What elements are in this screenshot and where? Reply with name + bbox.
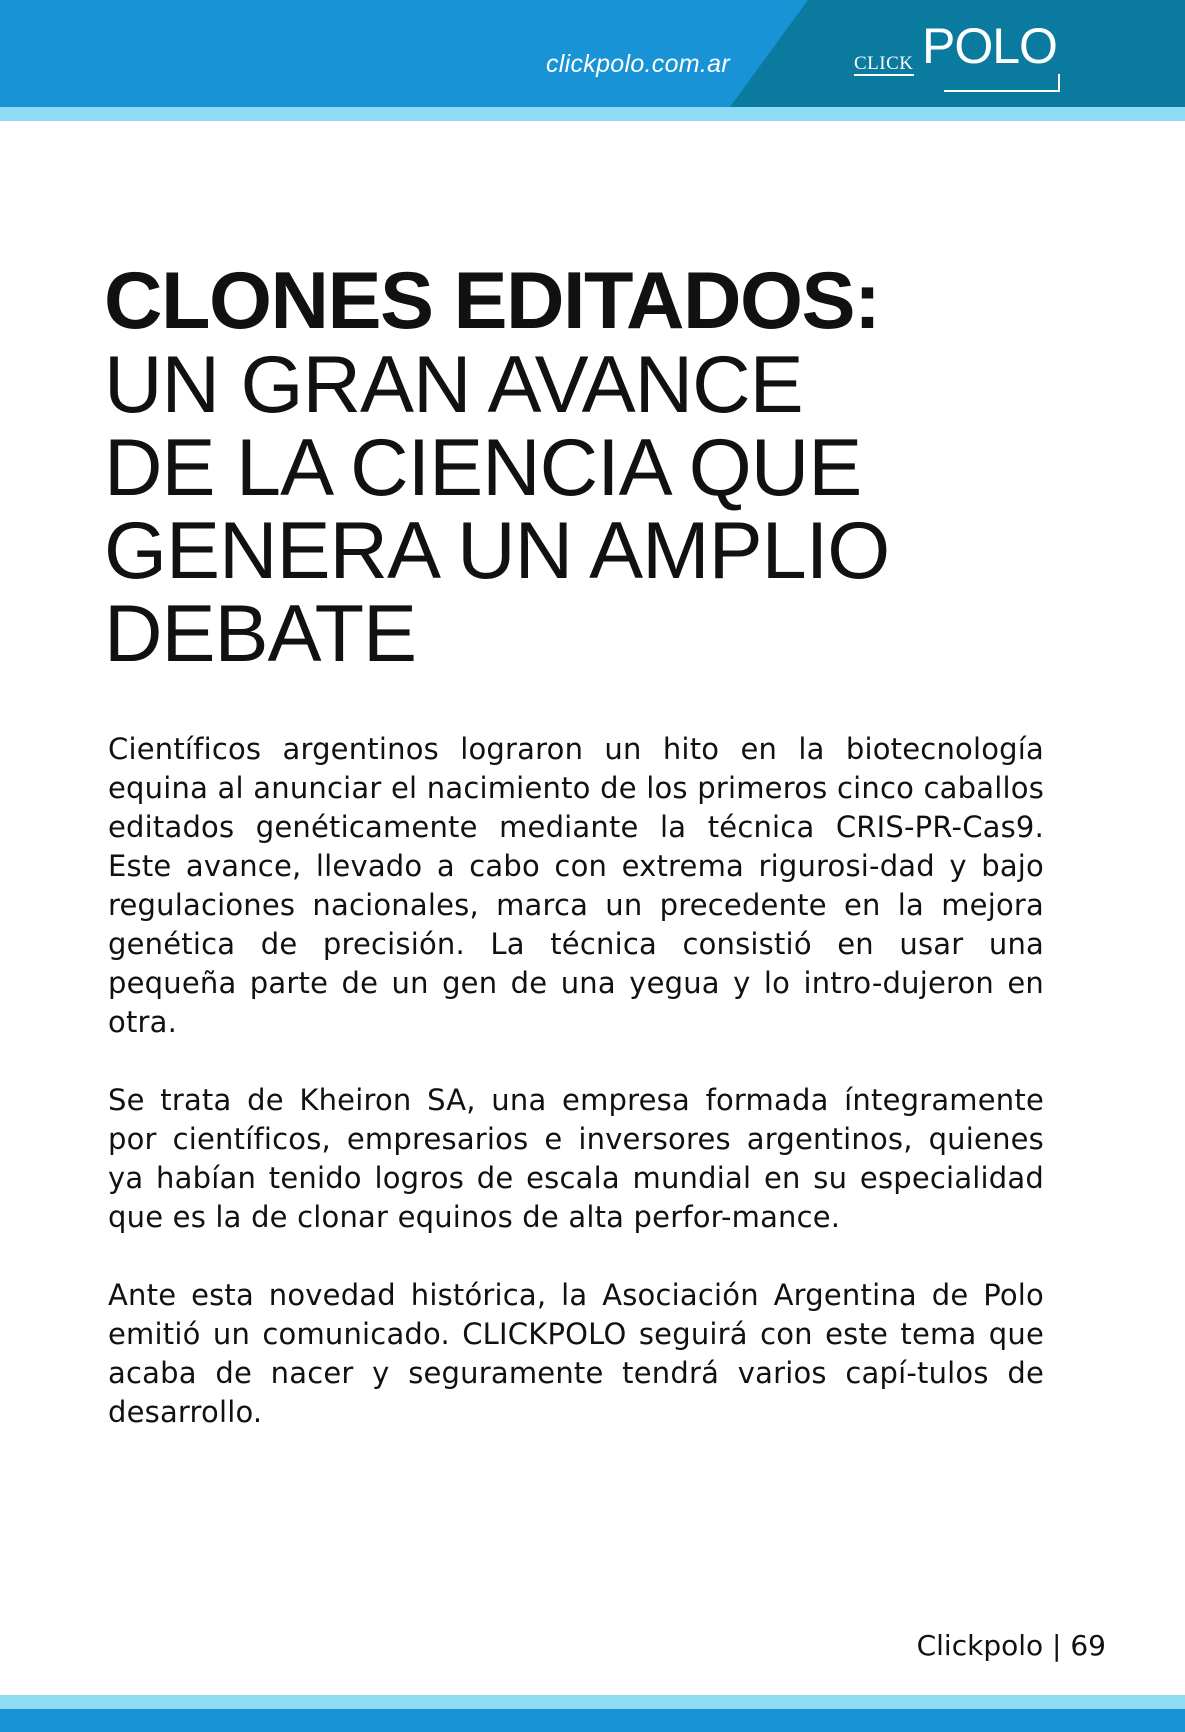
title-line: DE LA CIENCIA QUE	[104, 423, 862, 513]
site-url[interactable]: clickpolo.com.ar	[545, 50, 730, 78]
logo-click-text: CLICK	[854, 53, 914, 74]
page-folio: Clickpolo | 69	[916, 1629, 1106, 1662]
footer-band	[0, 1709, 1185, 1732]
header-stripe	[0, 107, 1185, 121]
body-paragraph: Se trata de Kheiron SA, una empresa formada íntegramente por científicos, empresarios e inversores argentinos, quienes ya habían tenido logros de escala mundial en su especialidad que es la de clonar equinos de alta perfor-mance.	[108, 1083, 1044, 1234]
logo-underline-mark	[944, 74, 1060, 92]
article-body	[108, 730, 1044, 1471]
body-paragraph: Ante esta novedad histórica, la Asociación Argentina de Polo emitió un comunicado. CLICKPOLO seguirá con este tema que acaba de nacer y seguramente tendrá varios capí-tulos de desarrollo.	[108, 1278, 1044, 1429]
footer-stripe	[0, 1695, 1185, 1709]
logo-polo-text: POLO	[922, 18, 1057, 74]
article-title	[104, 256, 1064, 679]
title-line: GENERA UN AMPLIO	[104, 506, 890, 596]
title-line: DEBATE	[104, 589, 417, 679]
body-paragraph: Científicos argentinos lograron un hito en la biotecnología equina al anunciar el nacimiento de los primeros cinco caballos editados genéticamente mediante la técnica CRIS-PR-Cas9. Este avance, llevado a cabo con extrema rigurosi-dad y bajo regulaciones nacionales, marca un precedente en la mejora genética de precisión. La técnica consistió en usar una pequeña parte de un gen de una yegua y lo intro-dujeron en otra.	[108, 732, 1044, 1039]
title-bold-line: CLONES EDITADOS:	[104, 256, 880, 346]
title-line: UN GRAN AVANCE	[104, 340, 803, 430]
